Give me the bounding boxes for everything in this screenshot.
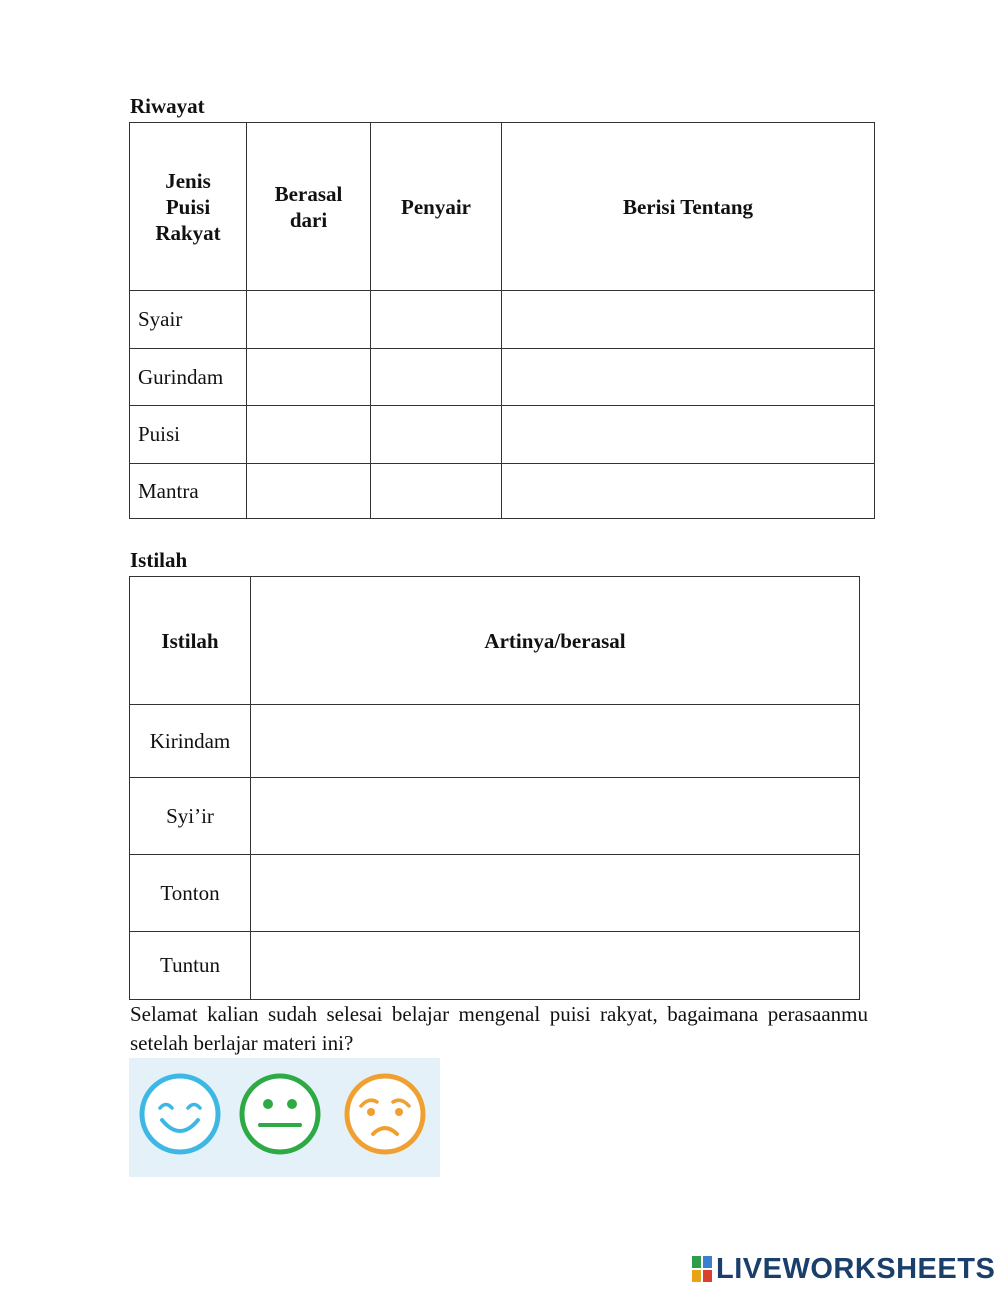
row-label-syiir: Syi’ir	[130, 778, 251, 855]
sad-face-icon[interactable]	[343, 1072, 427, 1156]
happy-face-icon[interactable]	[138, 1072, 222, 1156]
liveworksheets-logo-text: LIVEWORKSHEETS	[716, 1253, 996, 1285]
riwayat-section-title: Riwayat	[130, 94, 205, 118]
answer-cell[interactable]	[502, 464, 875, 519]
table-row	[130, 406, 875, 464]
feeling-options-panel	[129, 1058, 440, 1177]
closing-text: Selamat kalian sudah selesai belajar mengenal puisi rakyat, bagaimana perasaanmu setelah berlajar materi ini?	[130, 1002, 868, 1055]
header-jenis-puisi-rakyat: Jenis Puisi Rakyat	[130, 123, 247, 291]
answer-cell[interactable]	[247, 291, 371, 349]
row-label-tonton: Tonton	[130, 855, 251, 932]
answer-cell[interactable]	[247, 464, 371, 519]
header-berasal-dari: Berasal dari	[247, 123, 371, 291]
header-artinya-berasal: Artinya/berasal	[251, 577, 860, 705]
neutral-face-icon[interactable]	[238, 1072, 322, 1156]
table-row	[130, 291, 875, 349]
table-row	[130, 932, 860, 1000]
answer-cell[interactable]	[251, 778, 860, 855]
table-row	[130, 349, 875, 406]
table-row	[130, 464, 875, 519]
row-label-tuntun: Tuntun	[130, 932, 251, 1000]
answer-cell[interactable]	[247, 406, 371, 464]
answer-cell[interactable]	[371, 464, 502, 519]
answer-cell[interactable]	[251, 705, 860, 778]
row-label-syair: Syair	[130, 291, 247, 349]
header-berisi-tentang: Berisi Tentang	[502, 123, 875, 291]
answer-cell[interactable]	[502, 406, 875, 464]
answer-cell[interactable]	[247, 349, 371, 406]
row-label-mantra: Mantra	[130, 464, 247, 519]
answer-cell[interactable]	[251, 855, 860, 932]
header-penyair: Penyair	[371, 123, 502, 291]
table-row	[130, 705, 860, 778]
liveworksheets-logo	[692, 1254, 995, 1284]
answer-cell[interactable]	[371, 291, 502, 349]
header-istilah: Istilah	[130, 577, 251, 705]
row-label-kirindam: Kirindam	[130, 705, 251, 778]
table-row	[130, 855, 860, 932]
row-label-puisi: Puisi	[130, 406, 247, 464]
answer-cell[interactable]	[251, 932, 860, 1000]
answer-cell[interactable]	[371, 349, 502, 406]
answer-cell[interactable]	[502, 291, 875, 349]
row-label-gurindam: Gurindam	[130, 349, 247, 406]
istilah-section-title: Istilah	[130, 548, 188, 572]
istilah-table	[129, 576, 860, 1000]
riwayat-table	[129, 122, 875, 519]
answer-cell[interactable]	[502, 349, 875, 406]
liveworksheets-logo-icon	[692, 1256, 712, 1282]
answer-cell[interactable]	[371, 406, 502, 464]
table-row	[130, 778, 860, 855]
